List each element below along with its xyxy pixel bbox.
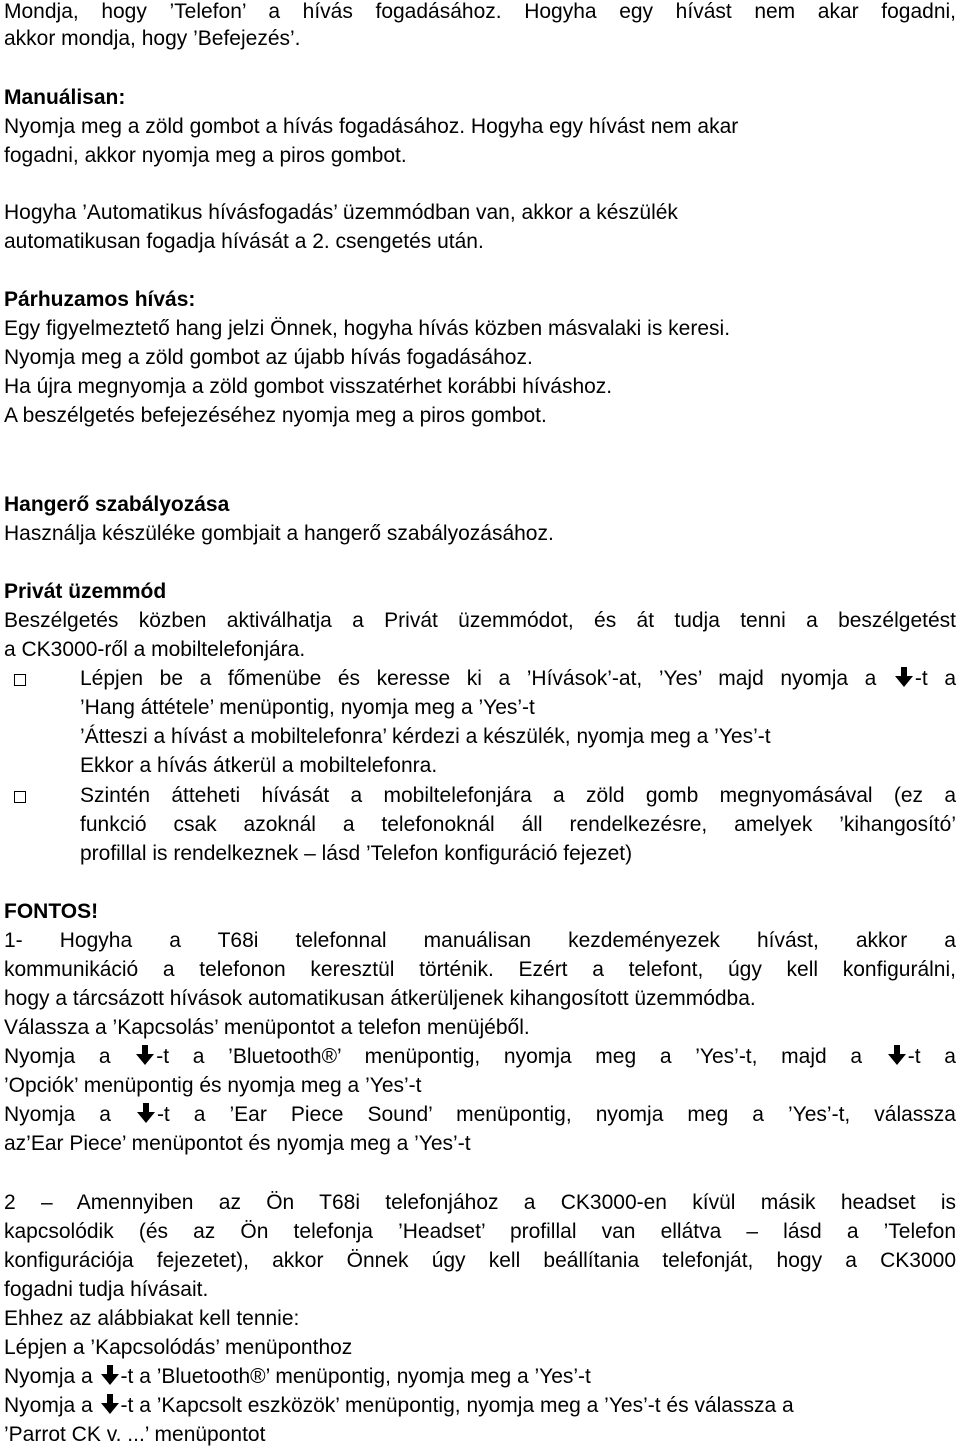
bullet-line: Szintén átteheti hívását a mobiltelefonjára a zöld gomb megnyomásával (ez a <box>80 784 956 807</box>
arrow-down-icon <box>886 1044 908 1066</box>
arrow-down-icon <box>99 1364 121 1386</box>
text-line: fogadni, akkor nyomja meg a piros gombot. <box>4 144 407 167</box>
text-line: kapcsolódik (és az Ön telefonja ’Headset’ profillal van ellátva – lásd a ’Telefon <box>4 1220 956 1243</box>
text-line: az’Ear Piece’ menüpontot és nyomja meg a ’Yes’-t <box>4 1132 471 1155</box>
text-line: Nyomja a -t a ’Bluetooth®’ menüpontig, nyomja meg a ’Yes’-t, majd a -t a <box>4 1045 956 1068</box>
text-line: A beszélgetés befejezéséhez nyomja meg a piros gombot. <box>4 404 547 427</box>
text-line: konfigurációja fejezetet), akkor Önnek úgy kell beállítania telefonját, hogy a CK3000 <box>4 1249 956 1272</box>
text-line: hogy a tárcsázott hívások automatikusan átkerüljenek kihangosított üzemmódba. <box>4 987 756 1010</box>
text-line: Ha újra megnyomja a zöld gombot visszatérhet korábbi híváshoz. <box>4 375 613 398</box>
text-line: 2 – Amennyiben az Ön T68i telefonjához a CK3000-en kívül másik headset is <box>4 1191 956 1214</box>
text-line: Nyomja meg a zöld gombot az újabb hívás fogadásához. <box>4 346 533 369</box>
text-line: Használja készüléke gombjait a hangerő szabályozásához. <box>4 522 554 545</box>
text-line: 1- Hogyha a T68i telefonnal manuálisan kezdeményezek hívást, akkor a <box>4 929 956 952</box>
section-heading-private: Privát üzemmód <box>4 580 167 603</box>
text-line: ’Parrot CK v. ...’ menüpontot <box>4 1423 266 1446</box>
text-line: Mondja, hogy ’Telefon’ a hívás fogadásához. Hogyha egy hívást nem akar fogadni, <box>4 0 956 23</box>
arrow-down-icon <box>893 666 915 688</box>
section-heading-parallel: Párhuzamos hívás: <box>4 288 196 311</box>
bullet-line: funkció csak azoknál a telefonoknál áll rendelkezésre, amelyek ’kihangosító’ <box>80 813 956 836</box>
checkbox-bullet-icon <box>14 791 26 803</box>
text-line: Hogyha ’Automatikus hívásfogadás’ üzemmódban van, akkor a készülék <box>4 201 678 224</box>
text-line: kommunikáció a telefonon keresztül történik. Ezért a telefont, úgy kell konfigurálni, <box>4 958 956 981</box>
text-line: Nyomja a -t a ’Bluetooth®’ menüpontig, nyomja meg a ’Yes’-t <box>4 1365 591 1388</box>
text-line: Válassza a ’Kapcsolás’ menüpontot a telefon menüjéből. <box>4 1016 530 1039</box>
text-line: a CK3000-ről a mobiltelefonjára. <box>4 638 306 661</box>
text-line: Nyomja meg a zöld gombot a hívás fogadásához. Hogyha egy hívást nem akar <box>4 115 739 138</box>
text-line: fogadni tudja hívásait. <box>4 1278 209 1301</box>
text-line: akkor mondja, hogy ’Befejezés’. <box>4 27 301 50</box>
bullet-line: ’Hang áttétele’ menüpontig, nyomja meg a ’Yes’-t <box>80 696 535 719</box>
text-line: ’Opciók’ menüpontig és nyomja meg a ’Yes’-t <box>4 1074 422 1097</box>
text-line: Egy figyelmeztető hang jelzi Önnek, hogyha hívás közben másvalaki is keresi. <box>4 317 731 340</box>
bullet-line: Ekkor a hívás átkerül a mobiltelefonra. <box>80 754 438 777</box>
bullet-line: profillal is rendelkeznek – lásd ’Telefon konfiguráció fejezet) <box>80 842 633 865</box>
section-heading-volume: Hangerő szabályozása <box>4 493 230 516</box>
text-line: Beszélgetés közben aktiválhatja a Privát üzemmódot, és át tudja tenni a beszélgetést <box>4 609 956 632</box>
bullet-line: ’Átteszi a hívást a mobiltelefonra’ kérdezi a készülék, nyomja meg a ’Yes’-t <box>80 725 771 748</box>
text-line: automatikusan fogadja hívását a 2. csengetés után. <box>4 230 484 253</box>
checkbox-bullet-icon <box>14 674 26 686</box>
bullet-line: Lépjen be a főmenübe és keresse ki a ’Hívások’-at, ’Yes’ majd nyomja a -t a <box>80 667 956 690</box>
arrow-down-icon <box>134 1044 156 1066</box>
text-line: Nyomja a -t a ’Ear Piece Sound’ menüpontig, nyomja meg a ’Yes’-t, válassza <box>4 1103 956 1126</box>
text-line: Ehhez az alábbiakat kell tennie: <box>4 1307 300 1330</box>
arrow-down-icon <box>135 1102 157 1124</box>
section-heading-manual: Manuálisan: <box>4 86 126 109</box>
arrow-down-icon <box>99 1393 121 1415</box>
text-line: Nyomja a -t a ’Kapcsolt eszközök’ menüpontig, nyomja meg a ’Yes’-t és válassza a <box>4 1394 794 1417</box>
section-heading-important: FONTOS! <box>4 900 99 923</box>
text-line: Lépjen a ’Kapcsolódás’ menüponthoz <box>4 1336 353 1359</box>
